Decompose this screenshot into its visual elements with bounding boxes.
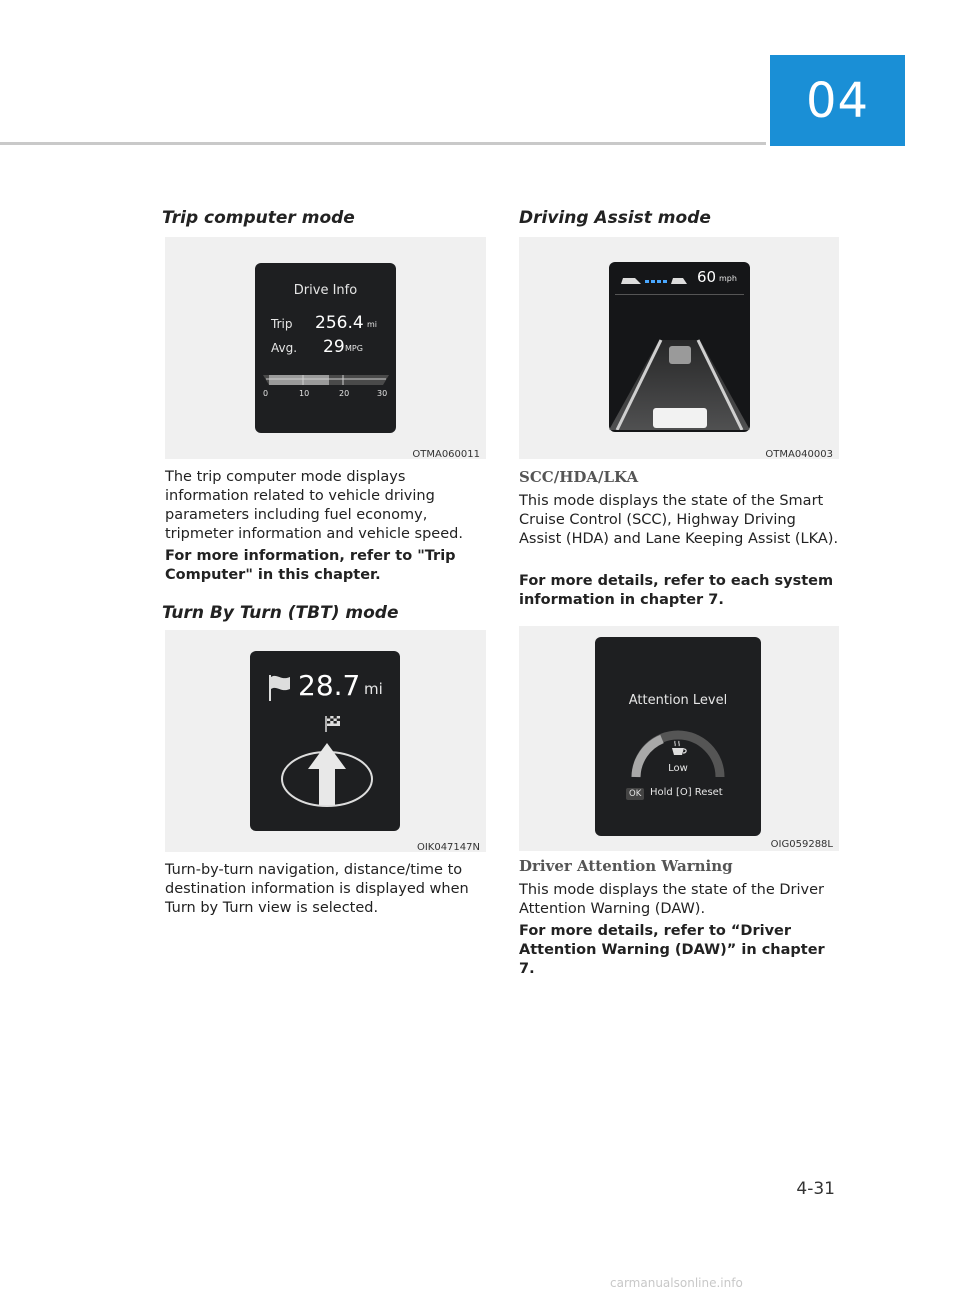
daw-subheading: Driver Attention Warning: [519, 857, 733, 875]
chapter-tab: [770, 55, 905, 146]
trip-heading: Trip computer mode: [162, 208, 355, 228]
flag-icon: [266, 673, 292, 703]
trip-figure: [165, 237, 486, 459]
scale-label-10: 10: [299, 389, 310, 398]
daw-display-screen: [595, 637, 761, 836]
lane-view-icon: [609, 300, 750, 430]
coffee-cup-icon: [669, 740, 687, 758]
vehicle-distance-icon: [619, 272, 689, 288]
assist-divider: [615, 294, 744, 295]
daw-reset-label: Hold [O] Reset: [650, 787, 723, 798]
site-watermark: carmanualsonline.info: [610, 1276, 743, 1290]
trip-screen-title: Drive Info: [293, 283, 358, 298]
chapter-number: 04: [805, 72, 870, 129]
header-rule: [0, 142, 766, 145]
assist-display-screen: [609, 262, 750, 432]
tbt-heading: Turn By Turn (TBT) mode: [162, 603, 399, 623]
straight-arrow-icon: [280, 739, 374, 809]
assist-body: This mode displays the state of the Smart Cruise Control (SCC), Highway Driving Assist (HDA) and Lane Keeping Assist (LKA).: [519, 493, 839, 547]
ok-badge: OK: [626, 788, 644, 800]
daw-note: For more details, refer to “Driver Attention Warning (DAW)” in chapter 7.: [519, 923, 825, 977]
fuel-economy-bar: [263, 367, 389, 391]
trip-note: For more information, refer to "Trip Computer" in this chapter.: [165, 548, 456, 583]
tbt-figure: [165, 630, 486, 852]
trip-figure-code: OTMA060011: [412, 449, 480, 460]
daw-level: Low: [668, 763, 688, 774]
assist-subheading: SCC/HDA/LKA: [519, 468, 639, 486]
checkered-flag-icon: [324, 715, 342, 733]
daw-body: This mode displays the state of the Driver Attention Warning (DAW).: [519, 882, 824, 917]
avg-value: 29: [323, 337, 345, 357]
scale-label-20: 20: [339, 389, 350, 398]
tbt-unit: mi: [364, 680, 383, 698]
assist-note: For more details, refer to each system information in chapter 7.: [519, 573, 834, 608]
assist-speed: 60: [697, 268, 717, 286]
daw-screen-title: Attention Level: [628, 693, 728, 708]
trip-label: Trip: [271, 317, 293, 331]
tbt-figure-code: OIK047147N: [416, 842, 480, 853]
trip-display-screen: [255, 263, 396, 433]
trip-unit: mi: [367, 320, 378, 329]
daw-figure-code: OIG059288L: [770, 839, 833, 850]
avg-label: Avg.: [271, 341, 298, 355]
scale-label-30: 30: [377, 389, 388, 398]
assist-figure-code: OTMA040003: [765, 449, 833, 460]
scale-label-0: 0: [263, 389, 269, 398]
tbt-display-screen: [250, 651, 400, 831]
tbt-body: Turn-by-turn navigation, distance/time to destination information is displayed when Turn by Turn view is selected.: [165, 862, 469, 916]
avg-unit: MPG: [345, 344, 363, 353]
assist-heading: Driving Assist mode: [519, 208, 711, 228]
page-number: 4-31: [796, 1179, 835, 1199]
assist-figure: [519, 237, 839, 459]
tbt-distance: 28.7: [298, 669, 361, 702]
assist-speed-unit: mph: [719, 274, 737, 283]
daw-figure: [519, 626, 839, 851]
trip-body: The trip computer mode displays information related to vehicle driving parameters including fuel economy, tripmeter information and vehicle speed.: [165, 469, 463, 542]
trip-value: 256.4: [315, 313, 364, 333]
